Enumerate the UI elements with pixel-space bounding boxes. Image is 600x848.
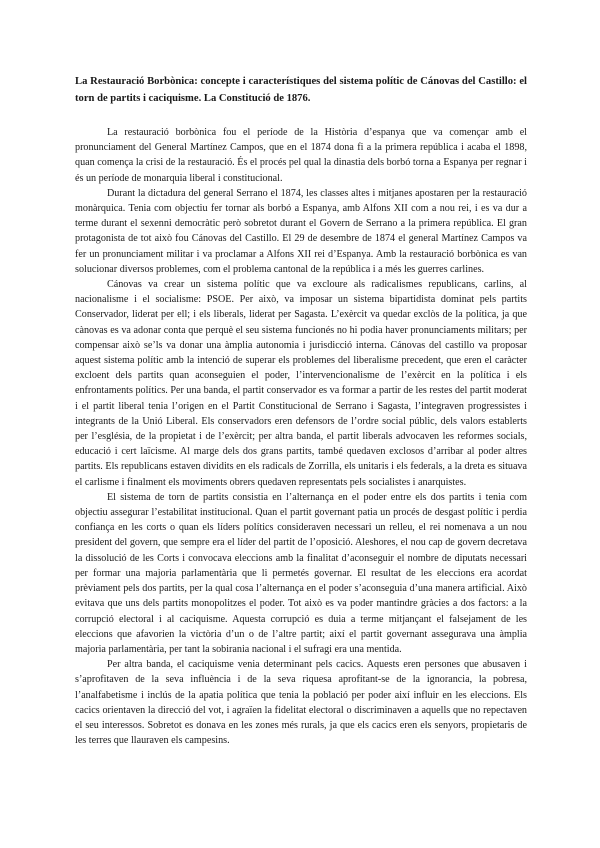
paragraph-restauracio: La restauració borbònica fou el període de la Història d’espanya que va començar amb el pronunciament del General Martínez Campos, que en el 1874 dona fi a la primera república i acaba el 1898, quan comença la crisi de la restauració. És el procés pel qual la dinastia dels borbó torna a Espanya per regnar i és un període de monarquia liberal i constitucional. — [75, 127, 527, 184]
paragraph-caciquisme: Per altra banda, el caciquisme venia determinant pels cacics. Aquests eren persones que abusaven i s’aprofitaven de la seva influència i de la seva riquesa aprofitant-se de la ignorancia, la pobresa, l’analfabetisme i inclús de la apatia política que tenia la població per poder així influir en les eleccions. Els cacics orientaven la direcció del vot, i agraïen la fidelitat electoral o discriminaven a aquells que no repectaven el seu interessos. Sobretot es donava en les zones més rurals, ja que els cacics eren els senyors, propietaris de les terres que llauraven els campesins. — [75, 659, 527, 747]
paragraph-sistema-canovas: Cánovas va crear un sistema polític que va excloure als radicalismes republicans, carlins, al nacionalisme i el socialisme: PSOE. Per això, va imposar un sistema bipartidista dominat pels partits Conservador, liderat per ell; i els liberals, liderat per Sagasta. L’exèrcit va quedar exclòs de la política, ja que cànovas es va adonar conta que perquè el seu sistema funcionés no hi podia haver pronunciaments militars; per compensar això se’ls va donar una àmplia autonomia i jurisdicció interna. Cánovas del castillo va proposar aquest sistema polític amb la intenció de superar els problemes del liberalisme precedent, que eren el caràcter excloent dels partits quan aconseguien el poder, l’intervencionalisme de l’exèrcit en la política i els enfrontaments polítics. Per una banda, el partit conservador es va formar a partir de les restes del partit moderat i el partit liberal tenia l’origen en el Partit Constitucional de Serrano i Sagasta, l’integraven progressistes i integrants de la Unió Liberal. Els conservadors eren defensors de l’ordre social públic, dels valors establerts per l’església, de la propietat i de l’exèrcit; per altra banda, el partit liberals advocaven les reformes socials, educació i cert laïcisme. Al marge dels dos grans partits, també quedaven exclosos d’arribar al poder altres partits. Els republicans estaven dividits en els radicals de Zorrilla, els unitaris i els federals, a la dreta es situava el carlisme i finalment els moviments obrers quedaven representats pels socialistes i anarquistes. — [75, 279, 527, 488]
paragraph-torn-partits: El sistema de torn de partits consistia en l’alternança en el poder entre els dos partits i tenia com objectiu assegurar l’estabilitat institucional. Quan el partit governant patia un procés de desgast polític i perdia confiança en les corts o quan els líders polítics consideraven necessari un relleu, el rei nomenava a un nou president del govern, que sempre era el líder del partit de l’oposició. Aleshores, el nou cap de govern decretava la dissolució de les Corts i convocava eleccions amb la finalitat d’aconseguir el nombre de diputats necessari per formar una majoria parlamentària que li permetés governar. El resultat de les eleccions era acordat prèviament pels dos partits, per la qual cosa l’alternança en el poder s’aconseguia d’una manera artificial. Això evitava que uns dels partits monopolitzes el poder. Tot això es va poder mantindre gràcies a dos factors: a la corrupció electoral i al caciquisme. Aquesta corrupció es duia a terme mitjançant el falsejament de les eleccions que afavorien la victòria d’un o de l’altre partit; així el partit governant assegurava una àmplia majoria parlamentària, per tant la sobirania nacional i el sufragi era una mentida. — [75, 491, 527, 655]
document-page — [75, 73, 527, 748]
document-title: La Restauració Borbònica: concepte i característiques del sistema polític de Cánovas del Castillo: el torn de partits i caciquisme. La Constitució de 1876. — [75, 76, 527, 104]
paragraph-dictadura-serrano: Durant la dictadura del general Serrano el 1874, les classes altes i mitjanes apostaren per la restauració monàrquica. Tenia com objectiu fer tornar als borbó a Espanya, amb Alfons XII com a nou rei, i es va dur a terme durant el sexenni democràtic però sobretot durant el Govern de Serrano a la primera república. El gran protagonista de tot això fou Cánovas del Castillo. El 29 de desembre de 1874 el general Martínez Campos va fer un pronunciament militar i va proclamar a Alfons XII rei d’Espanya. Amb la restauració borbònica es van solucionar diversos problemes, com el problema cantonal de la república i a més les guerres carlines. — [75, 187, 527, 275]
